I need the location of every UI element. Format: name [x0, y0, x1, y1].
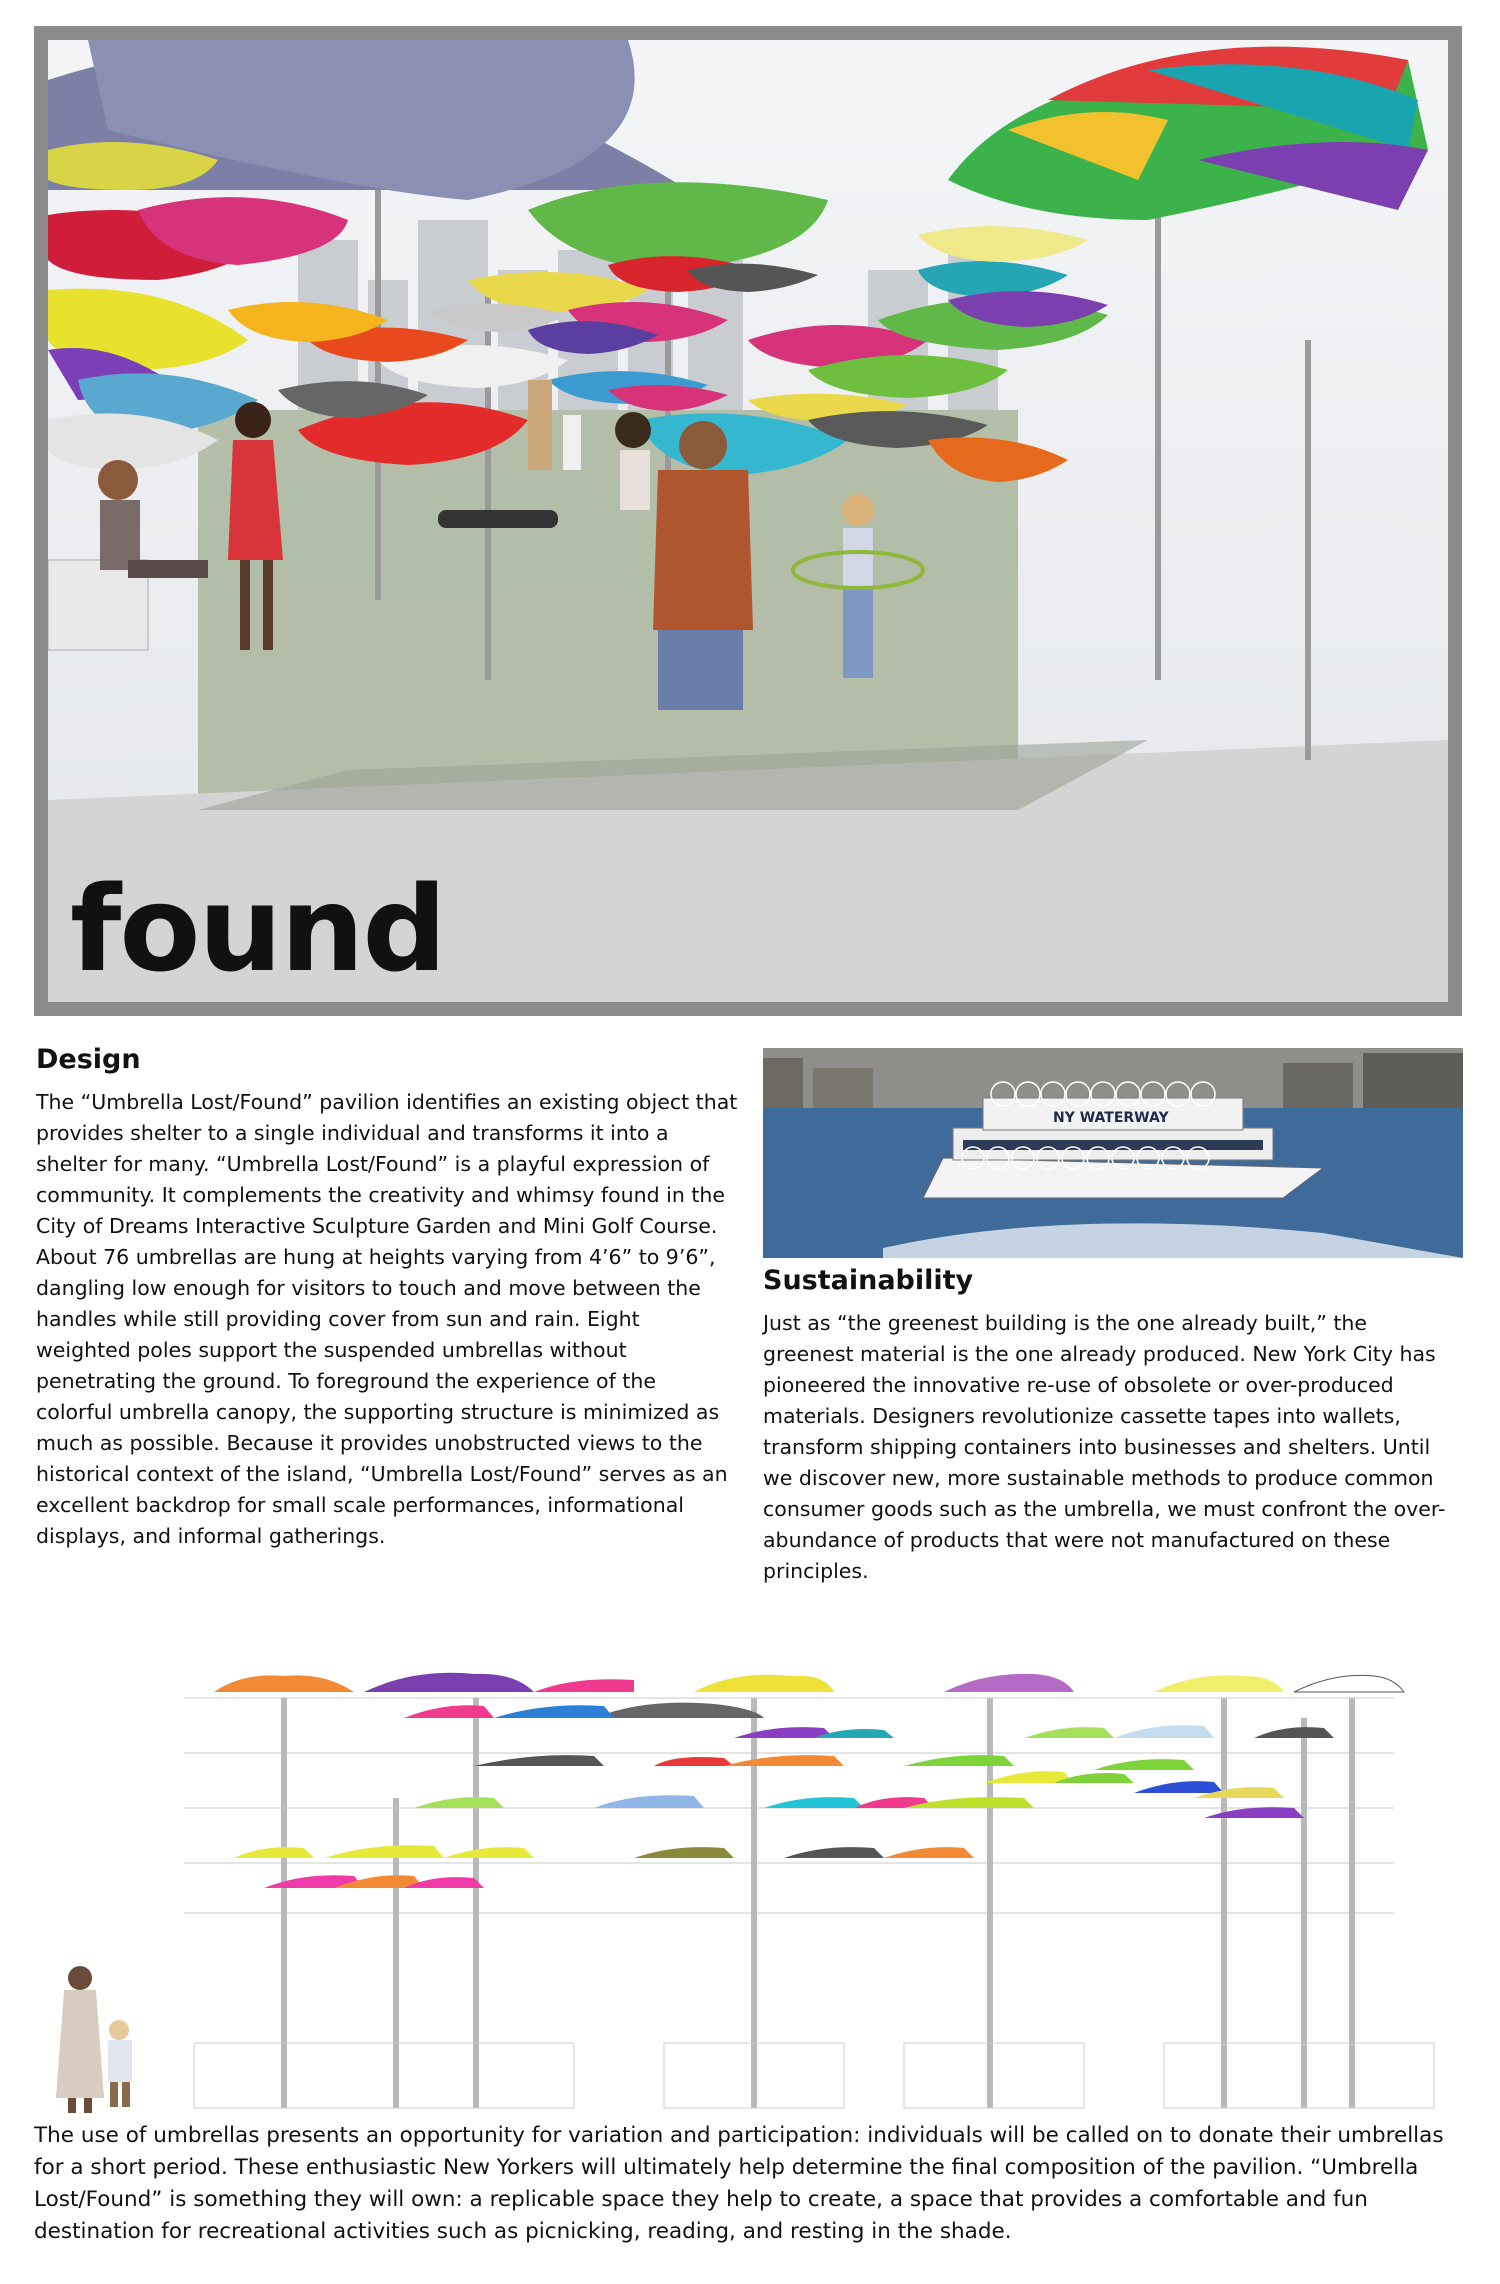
design-heading: Design	[36, 1044, 141, 1075]
design-body: The “Umbrella Lost/Found” pavilion identifies an existing object that provides shelter to a single individual and transforms it into a shelter for many. “Umbrella Lost/Found” is a playful expression of community. It complements the creativity and whimsy found in the City of Dreams Interactive Sculpture Garden and Mini Golf Course. About 76 umbrellas are hung at heights varying from 4’6” to 9’6”, dangling low enough for visitors to touch and move between the handles while still providing cover from sun and rain. Eight weighted poles support the suspended umbrellas without penetrating the ground. To foreground the experience of the colorful umbrella canopy, the supporting structure is minimized as much as possible. Because it provides unobstructed views to the historical context of the island, “Umbrella Lost/Found” serves as an excellent backdrop for small scale performances, informational displays, and informal gatherings.	[36, 1090, 738, 1548]
pavilion-rendering	[48, 40, 1448, 1002]
closing-paragraph: The use of umbrellas presents an opportunity for variation and participation: individuals will be called on to donate their umbrellas for a short period. These enthusiastic New Yorkers will ultimately help determine the final composition of the pavilion. “Umbrella Lost/Found” is something they will own: a replicable space they help to create, a space that provides a comfortable and fun destination for recreational activities such as picnicking, reading, and resting in the shade.	[34, 2123, 1444, 2244]
design-section	[36, 1044, 738, 1552]
elevation-drawing	[34, 1658, 1466, 2118]
ferry-illustration	[763, 1048, 1463, 1258]
sustainability-heading: Sustainability	[763, 1265, 974, 1296]
mother-and-child	[56, 1966, 132, 2113]
boat-label: NY WATERWAY	[1053, 1110, 1169, 1126]
hero-frame	[34, 26, 1462, 1016]
pavilion-elevation	[34, 1658, 1466, 2118]
found-title: found	[70, 860, 445, 998]
sustainability-body: Just as “the greenest building is the one already built,” the greenest material is the one already produced. New York City has pioneered the innovative re-use of obsolete or over-produced materials. Designers revolutionize cassette tapes into wallets, transform shipping containers into businesses and shelters. Until we discover new, more sustainable methods to produce common consumer goods such as the umbrella, we must confront the over-abundance of products that were not manufactured on these principles.	[763, 1311, 1446, 1583]
ferry-photo	[763, 1048, 1463, 1258]
pole-bases	[194, 2043, 1434, 2108]
hero-rendering	[48, 40, 1448, 1002]
sustainability-section	[763, 1265, 1463, 1587]
person-reading	[438, 510, 558, 528]
